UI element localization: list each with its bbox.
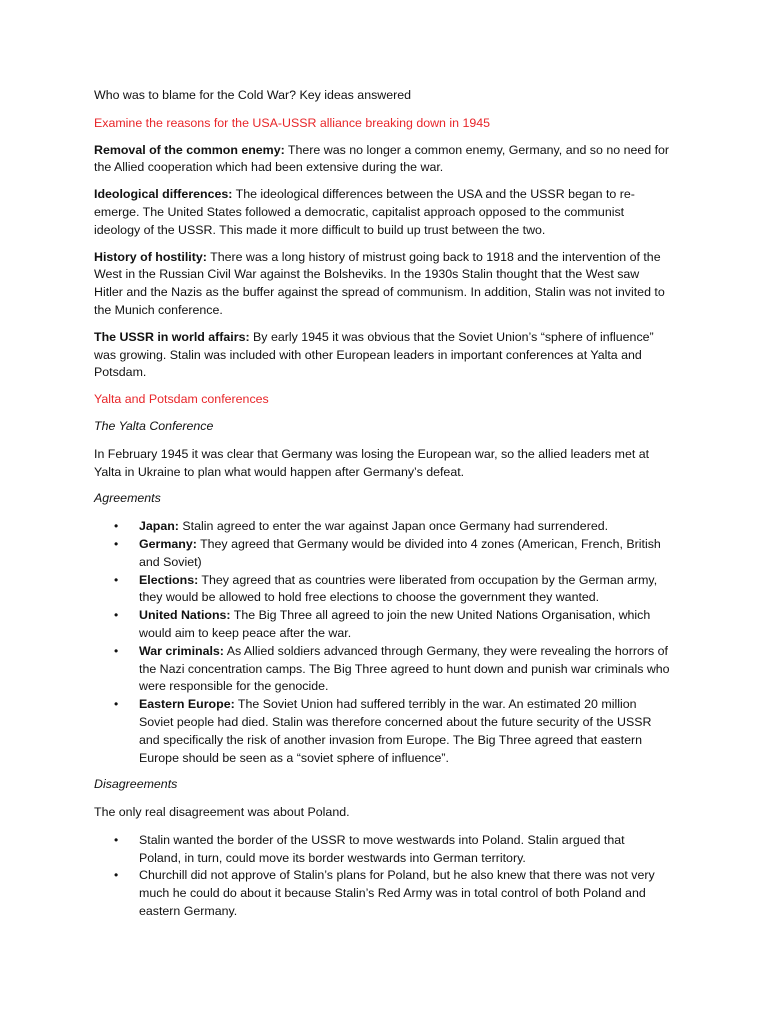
list-item-text: The Soviet Union had suffered terribly in the war. An estimated 20 million Soviet people had died. Stalin was therefore concerned about the future security of the USSR and specifically the risk of another invasion from Europe. The Big Three agreed that eastern Europe should be seen as a “soviet sphere of influence”. [139, 697, 652, 765]
list-item [94, 696, 670, 767]
bullet-icon: • [114, 643, 119, 658]
list-item [94, 536, 670, 572]
list-item-text: As Allied soldiers advanced through Germany, they were revealing the horrors of the Nazi concentration camps. The Big Three agreed to hunt down and punish war criminals who were responsible for the genocide. [139, 643, 670, 694]
list-item-lead: United Nations: [139, 608, 231, 623]
list-item-text: Stalin agreed to enter the war against Japan once Germany had surrendered. [178, 519, 609, 534]
paragraph-yalta-intro: In February 1945 it was clear that Germany was losing the European war, so the allied leaders met at Yalta in Ukraine to plan what would happen after Germany’s defeat. [94, 446, 650, 479]
list-item-lead: Eastern Europe: [139, 697, 235, 712]
document-body [94, 87, 670, 930]
paragraph-text: There was no longer a common enemy, Germany, and so no need for the Allied cooperation which had been extensive during the war. [94, 142, 670, 175]
agreements-list [94, 518, 670, 767]
list-item [94, 572, 670, 608]
list-item-lead: Japan: [139, 519, 179, 534]
paragraph-disagreements-intro: The only real disagreement was about Poland. [94, 805, 350, 820]
bullet-icon: • [114, 519, 119, 534]
list-item-text: Churchill did not approve of Stalin’s plans for Poland, but he also knew that there was not very much he could do about it because Stalin’s Red Army was in total control of both Poland and eastern Germany. [139, 868, 655, 919]
list-item-lead: Elections: [139, 572, 199, 587]
list-item [94, 867, 670, 920]
section-heading-conferences: Yalta and Potsdam conferences [94, 392, 269, 407]
paragraph-world-affairs [94, 329, 670, 382]
paragraph-common-enemy [94, 142, 670, 178]
list-item [94, 832, 670, 868]
list-item-lead: Germany: [139, 536, 197, 551]
list-item-text: The Big Three all agreed to join the new United Nations Organisation, which would aim to keep peace after the war. [139, 608, 651, 640]
paragraph-lead: Removal of the common enemy: [94, 142, 285, 157]
subheading-yalta: The Yalta Conference [94, 418, 214, 433]
bullet-icon: • [114, 608, 119, 623]
list-item-text: They agreed that Germany would be divided into 4 zones (American, French, British and Soviet) [139, 536, 661, 569]
paragraph-text: By early 1945 it was obvious that the Soviet Union’s “sphere of influence” was growing. Stalin was included with other European leaders in important conferences at Yalta and Potsdam. [94, 329, 654, 380]
list-item [94, 607, 670, 643]
paragraph-text: There was a long history of mistrust going back to 1918 and the intervention of the West in the Russian Civil War against the Bolsheviks. In the 1930s Stalin thought that the West saw Hitler and the Nazis as the buffer against the spread of communism. In addition, Stalin was not invited to the Munich conference. [94, 249, 665, 317]
bullet-icon: • [114, 868, 119, 883]
list-item [94, 518, 670, 536]
disagreements-list [94, 832, 670, 921]
paragraph-hostility [94, 249, 670, 320]
paragraph-ideological [94, 186, 670, 239]
paragraph-text: The ideological differences between the USA and the USSR began to re-emerge. The United States followed a democratic, capitalist approach opposed to the communist ideology of the USSR. This made it more difficult to build up trust between the two. [94, 187, 635, 237]
paragraph-lead: Ideological differences: [94, 187, 233, 202]
bullet-icon: • [114, 697, 119, 712]
subheading-agreements: Agreements [94, 491, 161, 506]
bullet-icon: • [114, 536, 119, 551]
bullet-icon: • [114, 832, 119, 847]
paragraph-lead: History of hostility: [94, 249, 207, 264]
document-title: Who was to blame for the Cold War? Key ideas answered [94, 88, 412, 102]
list-item-text: They agreed that as countries were liberated from occupation by the German army, they would be allowed to hold free elections to choose the government they wanted. [139, 572, 658, 605]
subheading-disagreements: Disagreements [94, 777, 178, 792]
list-item-lead: War criminals: [139, 643, 224, 658]
bullet-icon: • [114, 572, 119, 587]
section-heading-alliance: Examine the reasons for the USA-USSR alliance breaking down in 1945 [94, 115, 491, 130]
list-item-text: Stalin wanted the border of the USSR to move westwards into Poland. Stalin argued that Poland, in turn, could move its border westwards into German territory. [139, 832, 625, 865]
paragraph-lead: The USSR in world affairs: [94, 329, 250, 344]
list-item [94, 643, 670, 696]
